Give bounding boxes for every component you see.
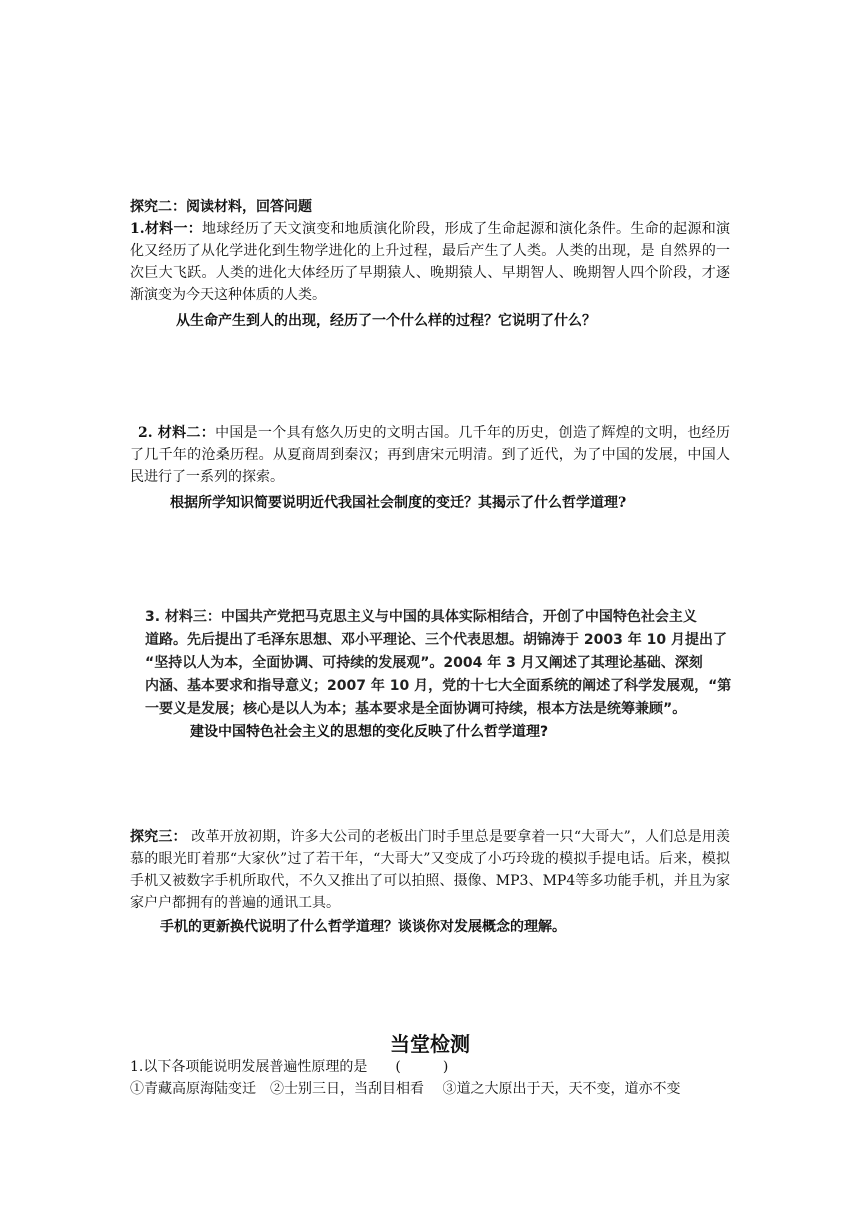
material2-paragraph [130, 422, 730, 488]
material2-text: 中国是一个具有悠久历史的文明古国。几千年的历史，创造了辉煌的文明，也经历了几千年的沧桑历程。从夏商周到秦汉；再到唐宋元明清。到了近代，为了中国的发展，中国人民进行了一系列的探索。 [130, 425, 730, 485]
material1-label: 1.材料一： [130, 221, 203, 237]
quiz-question-1-options: ①青藏高原海陆变迁 ②士别三日，当刮目相看 ③道之大原出于天，天不变，道亦不变 [130, 1081, 681, 1097]
question-1: 从生命产生到人的出现，经历了一个什么样的过程？它说明了什么？ [176, 313, 596, 329]
material3-paragraph [145, 606, 745, 721]
material3-line: 道路。先后提出了毛泽东思想、邓小平理论、三个代表思想。胡锦涛于 2003 年 10 月提出了 [145, 632, 727, 648]
question-4: 手机的更新换代说明了什么哲学道理？谈谈你对发展概念的理解。 [160, 919, 566, 935]
quiz-question-1 [130, 1056, 730, 1100]
explore3-text: 改革开放初期，许多大公司的老板出门时手里总是要拿着一只“大哥大”，人们总是用羡慕的眼光盯着那“大家伙”过了若干年，“大哥大”又变成了小巧玲珑的模拟手提电话。后来，模拟手机又被数字手机所取代，不久又推出了可以拍照、摄像、MP3、MP4等多功能手机，并且为家家户户都拥有的普遍的通讯工具。 [130, 829, 731, 911]
explore3-paragraph [130, 826, 730, 914]
material3-line: “坚持以人为本，全面协调、可持续的发展观”。2004 年 3 月又阐述了其理论基础、深刻 [145, 655, 703, 671]
material1-text: 地球经历了天文演变和地质演化阶段，形成了生命起源和演化条件。生命的起源和演化又经历了从化学进化到生物学进化的上升过程，最后产生了人类。人类的出现，是 自然界的一次巨大飞跃。人类的进化大体经历了早期猿人、晚期猿人、早期智人、晚期智人四个阶段，才逐渐演变为今天这种体质的人类。 [130, 221, 731, 303]
explore2-heading: 探究二：阅读材料，回答问题 [130, 199, 312, 215]
material3-line: 内涵、基本要求和指导意义；2007 年 10 月，党的十七大全面系统的阐述了科学发展观，“第 [145, 678, 732, 694]
question-3: 建设中国特色社会主义的思想的变化反映了什么哲学道理? [190, 724, 549, 740]
material2-label: 2. 材料二： [138, 425, 216, 441]
explore3-label: 探究三： [130, 829, 187, 845]
material3-line: 3. 材料三：中国共产党把马克思主义与中国的具体实际相结合，开创了中国特色社会主义 [145, 609, 697, 625]
quiz-title: 当堂检测 [390, 1032, 470, 1056]
quiz-question-1-text: 1.以下各项能说明发展普遍性原理的是 ( ) [130, 1059, 449, 1075]
material1-paragraph [130, 218, 730, 306]
material3-line: 一要义是发展；核心是以人为本；基本要求是全面协调可持续，根本方法是统筹兼顾”。 [145, 701, 687, 717]
explore2-section [130, 196, 730, 306]
question-2: 根据所学知识简要说明近代我国社会制度的变迁？其揭示了什么哲学道理? [170, 495, 627, 511]
